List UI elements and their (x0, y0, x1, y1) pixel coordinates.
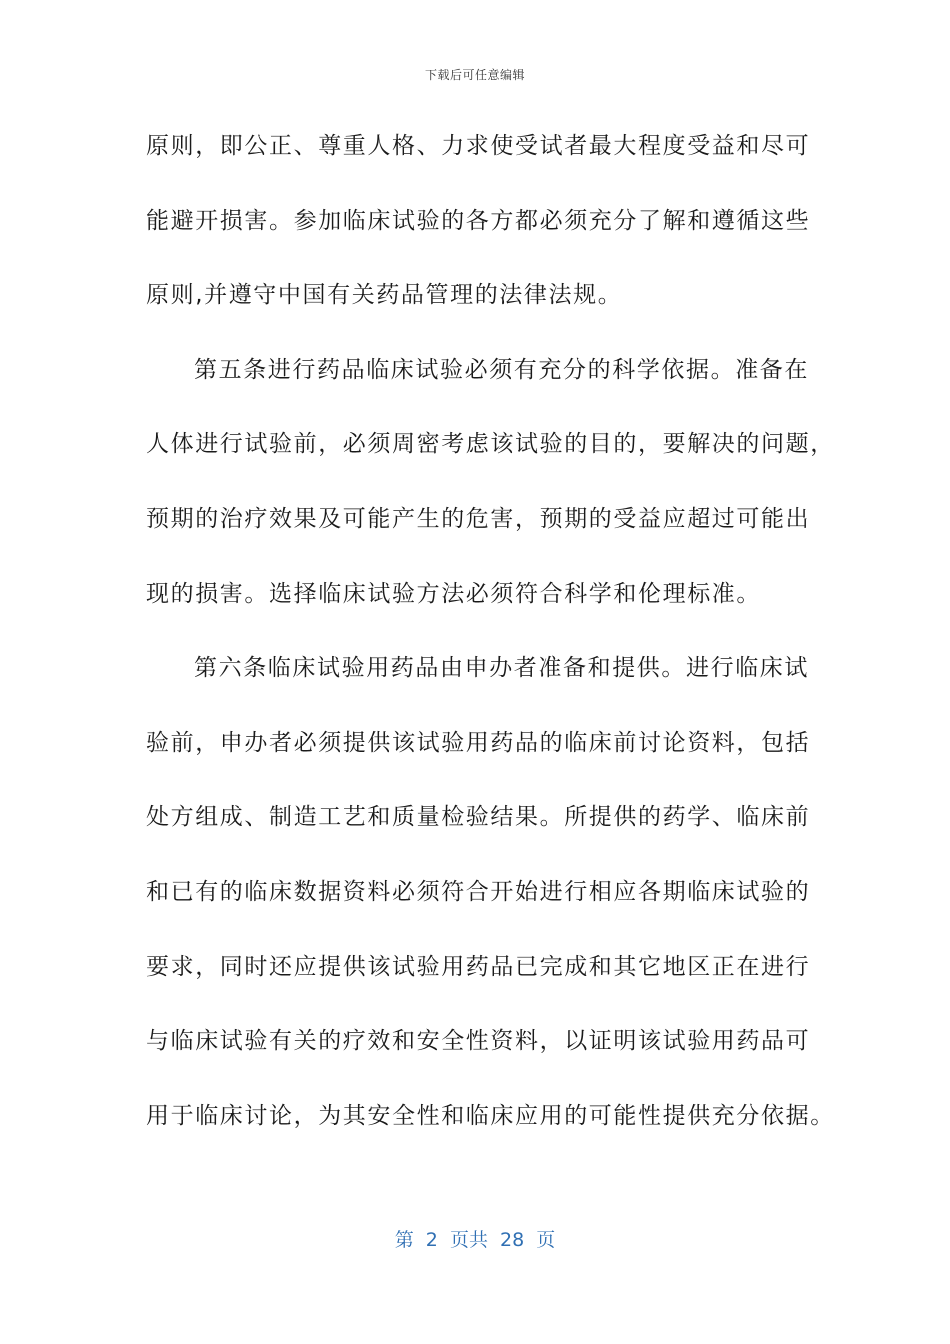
text-line: 验前，申办者必须提供该试验用药品的临床前讨论资料，包括 (146, 729, 811, 756)
paragraph-start-line: 第六条临床试验用药品由申办者准备和提供。进行临床试 (194, 655, 809, 682)
text-line: 原则，即公正、尊重人格、力求使受试者最大程度受益和尽可 (146, 133, 811, 159)
text-line: 原则,并遵守中国有关药品管理的法律法规。 (146, 282, 623, 309)
text-line: 要求，同时还应提供该试验用药品已完成和其它地区正在进行 (146, 953, 811, 980)
text-line: 能避开损害。参加临床试验的各方都必须充分了解和遵循这些 (146, 207, 811, 234)
text-line: 人体进行试验前，必须周密考虑该试验的目的，要解决的问题， (146, 431, 835, 458)
text-line: 处方组成、制造工艺和质量检验结果。所提供的药学、临床前 (146, 804, 811, 831)
paragraph-start-line: 第五条进行药品临床试验必须有充分的科学依据。准备在 (194, 356, 809, 383)
text-line: 预期的治疗效果及可能产生的危害，预期的受益应超过可能出 (146, 505, 811, 532)
page-header-note: 下载后可任意编辑 (424, 68, 525, 82)
text-line: 和已有的临床数据资料必须符合开始进行相应各期临床试验的 (146, 878, 811, 905)
text-line: 与临床试验有关的疗效和安全性资料，以证明该试验用药品可 (146, 1028, 811, 1055)
text-line: 现的损害。选择临床试验方法必须符合科学和伦理标准。 (146, 580, 761, 607)
body-text (146, 126, 835, 1170)
text-line: 用于临床讨论，为其安全性和临床应用的可能性提供充分依据。 (146, 1102, 835, 1129)
page-number-footer: 第 2 页共 28 页 (394, 1229, 556, 1251)
